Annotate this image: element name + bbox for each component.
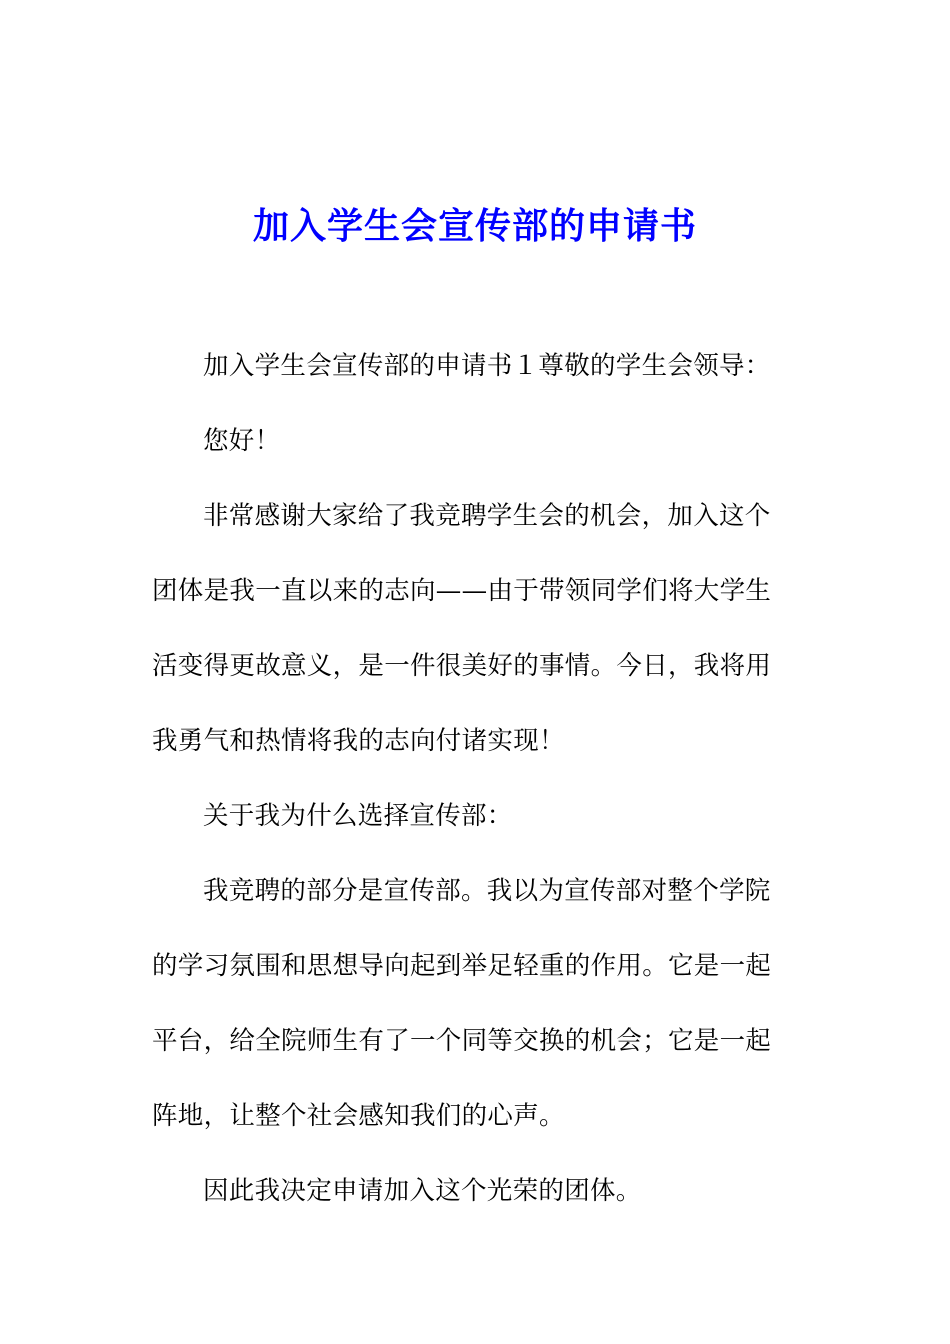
document-title: 加入学生会宣传部的申请书 — [252, 206, 697, 248]
paragraph-reason-heading: 关于我为什么选择宣传部： — [203, 801, 513, 831]
paragraph-decision: 因此我决定申请加入这个光荣的团体。 — [203, 1176, 642, 1206]
paragraph-greeting: 您好！ — [203, 426, 281, 456]
paragraph-reason: 我竞聘的部分是宣传部。我以为宣传部对整个学院的学习氛围和思想导向起到举足轻重的作用。它是一起平台，给全院师生有了一个同等交换的机会；它是一起阵地，让整个社会感知我们的心声。 — [152, 876, 772, 1131]
paragraph-thanks: 非常感谢大家给了我竞聘学生会的机会，加入这个团体是我一直以来的志向——由于带领同学们将大学生活变得更故意义，是一件很美好的事情。今日，我将用我勇气和热情将我的志向付诸实现！ — [152, 501, 772, 756]
paragraph-salutation: 加入学生会宣传部的申请书１尊敬的学生会领导： — [203, 351, 771, 381]
document-body — [152, 329, 792, 1229]
